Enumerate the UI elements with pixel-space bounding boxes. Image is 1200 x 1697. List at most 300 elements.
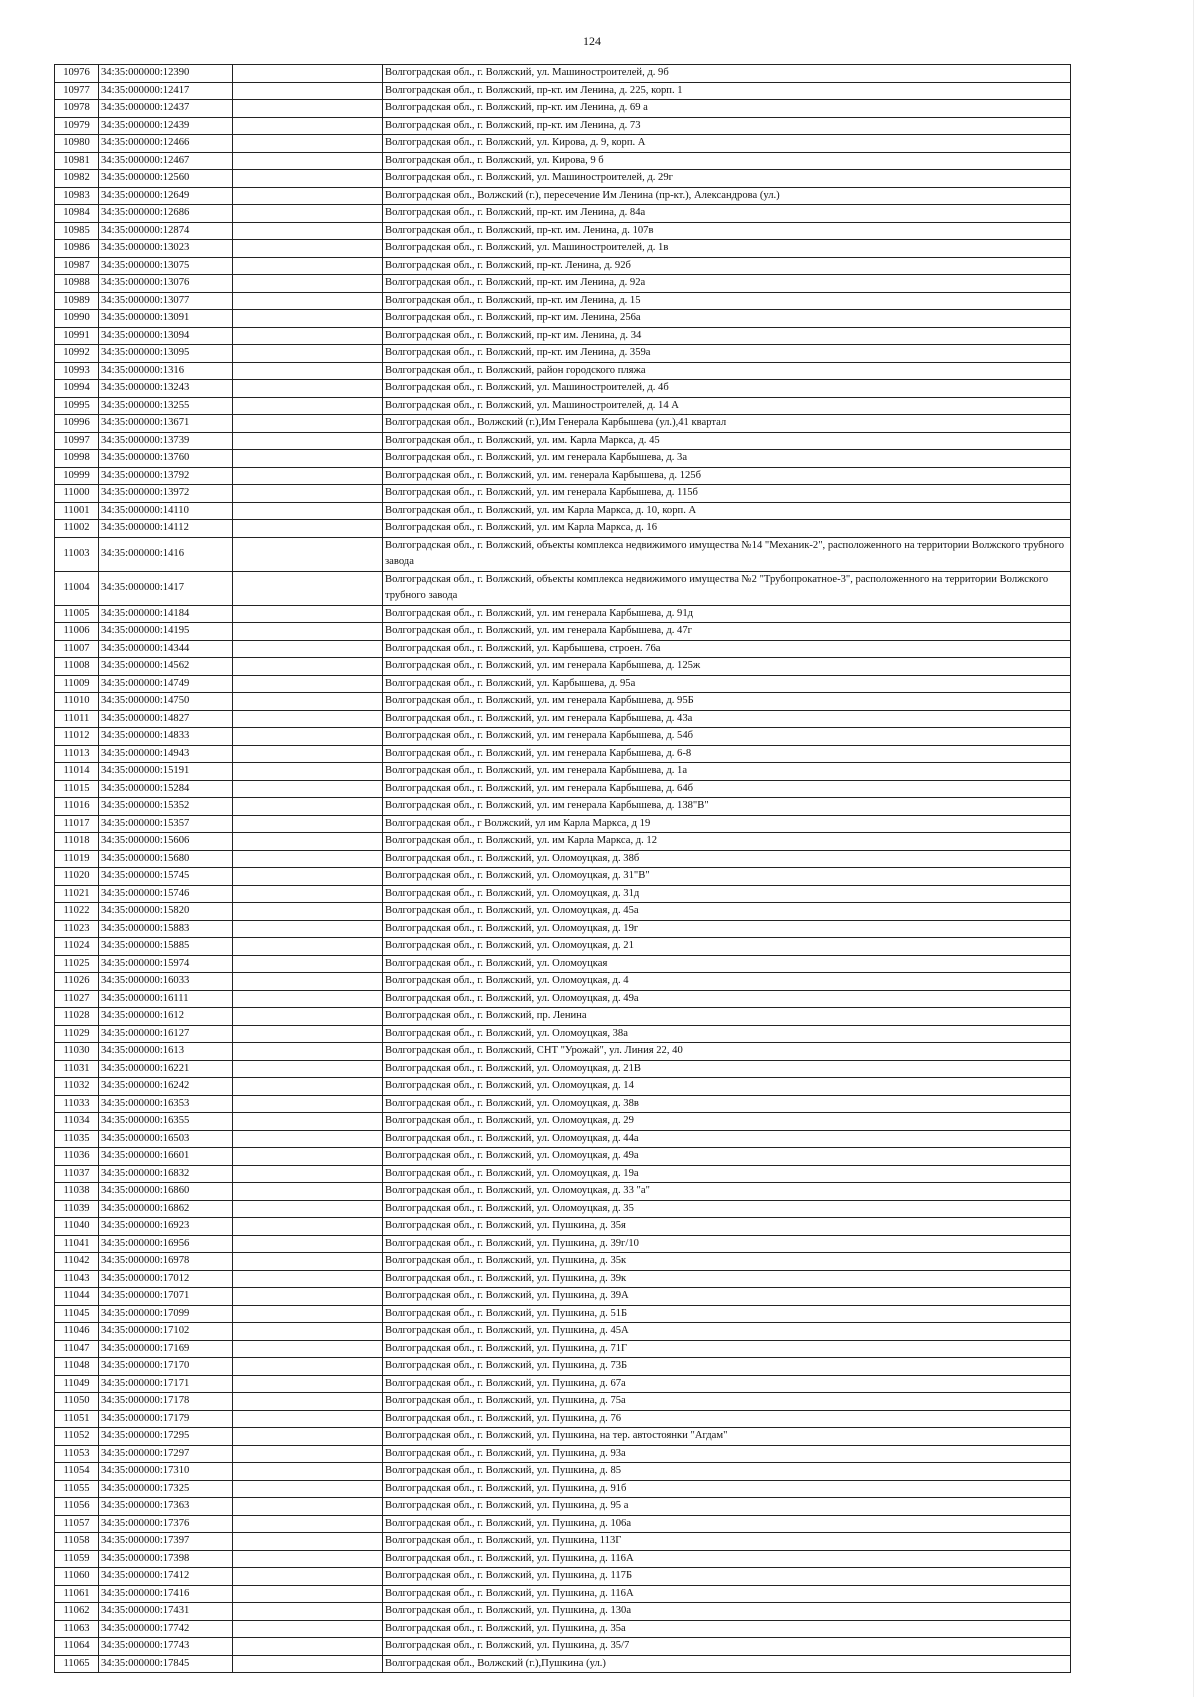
table-row: [55, 1095, 1071, 1113]
table-row: [55, 1008, 1071, 1026]
cadastral-number-cell: 34:35:000000:17416: [99, 1585, 233, 1603]
row-number-cell: 11051: [55, 1410, 99, 1428]
address-cell: Волгоградская обл., г. Волжский, ул. Оломоуцкая, д. 49а: [383, 990, 1071, 1008]
empty-cell: [233, 1323, 383, 1341]
empty-cell: [233, 675, 383, 693]
address-cell: Волгоградская обл., г. Волжский, ул. Пушкина, д. 35к: [383, 1253, 1071, 1271]
table-row: [55, 1288, 1071, 1306]
table-row: [55, 257, 1071, 275]
address-cell: Волгоградская обл., г. Волжский, ул. им Карла Маркса, д. 16: [383, 520, 1071, 538]
table-row: [55, 955, 1071, 973]
address-cell: Волгоградская обл., г. Волжский, ул. им генерала Карбышева, д. 43а: [383, 710, 1071, 728]
row-number-cell: 11027: [55, 990, 99, 1008]
address-cell: Волгоградская обл., г. Волжский, ул. Пушкина, д. 35/7: [383, 1638, 1071, 1656]
row-number-cell: 11018: [55, 833, 99, 851]
cadastral-number-cell: 34:35:000000:14110: [99, 502, 233, 520]
address-cell: Волгоградская обл., г. Волжский, ул. им генерала Карбышева, д. 64б: [383, 780, 1071, 798]
table-row: [55, 1218, 1071, 1236]
cadastral-number-cell: 34:35:000000:17397: [99, 1533, 233, 1551]
cadastral-number-cell: 34:35:000000:15352: [99, 798, 233, 816]
table-row: [55, 485, 1071, 503]
table-row: [55, 1025, 1071, 1043]
cadastral-number-cell: 34:35:000000:17412: [99, 1568, 233, 1586]
cadastral-number-cell: 34:35:000000:16221: [99, 1060, 233, 1078]
address-cell: Волгоградская обл., г. Волжский, пр-кт им. Ленина, 256а: [383, 310, 1071, 328]
row-number-cell: 11052: [55, 1428, 99, 1446]
empty-cell: [233, 135, 383, 153]
cadastral-number-cell: 34:35:000000:17169: [99, 1340, 233, 1358]
table-row: [55, 170, 1071, 188]
address-cell: Волгоградская обл., г. Волжский, пр. Ленина: [383, 1008, 1071, 1026]
cadastral-number-cell: 34:35:000000:17071: [99, 1288, 233, 1306]
cadastral-number-cell: 34:35:000000:13255: [99, 397, 233, 415]
row-number-cell: 11032: [55, 1078, 99, 1096]
row-number-cell: 11048: [55, 1358, 99, 1376]
cadastral-number-cell: 34:35:000000:17376: [99, 1515, 233, 1533]
row-number-cell: 11039: [55, 1200, 99, 1218]
empty-cell: [233, 1043, 383, 1061]
registry-table-body: [55, 65, 1071, 1673]
empty-cell: [233, 955, 383, 973]
address-cell: Волгоградская обл., г. Волжский, ул. Оломоуцкая, д. 21В: [383, 1060, 1071, 1078]
empty-cell: [233, 310, 383, 328]
table-row: [55, 415, 1071, 433]
row-number-cell: 11016: [55, 798, 99, 816]
address-cell: Волгоградская обл., г. Волжский, ул. Пушкина, д. 91б: [383, 1480, 1071, 1498]
address-cell: Волгоградская обл., г. Волжский, ул. им генерала Карбышева, д. 6-8: [383, 745, 1071, 763]
cadastral-number-cell: 34:35:000000:17325: [99, 1480, 233, 1498]
empty-cell: [233, 1463, 383, 1481]
address-cell: Волгоградская обл., г. Волжский, ул. Карбышева, строен. 76а: [383, 640, 1071, 658]
cadastral-number-cell: 34:35:000000:16503: [99, 1130, 233, 1148]
cadastral-number-cell: 34:35:000000:16601: [99, 1148, 233, 1166]
address-cell: Волгоградская обл., г. Волжский, пр-кт. им Ленина, д. 359а: [383, 345, 1071, 363]
address-cell: Волгоградская обл., г. Волжский, ул. Пушкина, д. 116А: [383, 1585, 1071, 1603]
cadastral-number-cell: 34:35:000000:1613: [99, 1043, 233, 1061]
table-row: [55, 605, 1071, 623]
cadastral-number-cell: 34:35:000000:15974: [99, 955, 233, 973]
cadastral-number-cell: 34:35:000000:15357: [99, 815, 233, 833]
cadastral-number-cell: 34:35:000000:17742: [99, 1620, 233, 1638]
table-row: [55, 1148, 1071, 1166]
cadastral-number-cell: 34:35:000000:14943: [99, 745, 233, 763]
row-number-cell: 10980: [55, 135, 99, 153]
table-row: [55, 990, 1071, 1008]
empty-cell: [233, 415, 383, 433]
address-cell: Волгоградская обл., г. Волжский, ул. Пушкина, д. 39А: [383, 1288, 1071, 1306]
table-row: [55, 397, 1071, 415]
empty-cell: [233, 1655, 383, 1673]
empty-cell: [233, 1480, 383, 1498]
empty-cell: [233, 1550, 383, 1568]
table-row: [55, 1533, 1071, 1551]
cadastral-number-cell: 34:35:000000:13023: [99, 240, 233, 258]
address-cell: Волгоградская обл., г. Волжский, пр-кт. Ленина, д. 92б: [383, 257, 1071, 275]
empty-cell: [233, 658, 383, 676]
cadastral-number-cell: 34:35:000000:17170: [99, 1358, 233, 1376]
cadastral-number-cell: 34:35:000000:15885: [99, 938, 233, 956]
table-row: [55, 1515, 1071, 1533]
table-row: [55, 938, 1071, 956]
cadastral-number-cell: 34:35:000000:12686: [99, 205, 233, 223]
empty-cell: [233, 467, 383, 485]
address-cell: Волгоградская обл., г. Волжский, ул. Кирова, 9 б: [383, 152, 1071, 170]
row-number-cell: 10996: [55, 415, 99, 433]
address-cell: Волгоградская обл., г. Волжский, ул. им генерала Карбышева, д. 1а: [383, 763, 1071, 781]
row-number-cell: 11004: [55, 571, 99, 605]
cadastral-number-cell: 34:35:000000:12390: [99, 65, 233, 83]
row-number-cell: 11005: [55, 605, 99, 623]
address-cell: Волгоградская обл., г. Волжский, ул. Пушкина, д. 116А: [383, 1550, 1071, 1568]
address-cell: Волгоградская обл., г. Волжский, ул. Оломоуцкая, д. 44а: [383, 1130, 1071, 1148]
row-number-cell: 11057: [55, 1515, 99, 1533]
address-cell: Волгоградская обл., г. Волжский, ул. им генерала Карбышева, д. 54б: [383, 728, 1071, 746]
empty-cell: [233, 798, 383, 816]
address-cell: Волгоградская обл., г. Волжский, ул. Кирова, д. 9, корп. А: [383, 135, 1071, 153]
table-row: [55, 815, 1071, 833]
address-cell: Волгоградская обл., г. Волжский, ул. Пушкина, д. 39г/10: [383, 1235, 1071, 1253]
empty-cell: [233, 1165, 383, 1183]
row-number-cell: 11041: [55, 1235, 99, 1253]
table-row: [55, 135, 1071, 153]
row-number-cell: 11023: [55, 920, 99, 938]
row-number-cell: 11062: [55, 1603, 99, 1621]
row-number-cell: 11038: [55, 1183, 99, 1201]
empty-cell: [233, 920, 383, 938]
row-number-cell: 11008: [55, 658, 99, 676]
table-row: [55, 1323, 1071, 1341]
row-number-cell: 10988: [55, 275, 99, 293]
empty-cell: [233, 1428, 383, 1446]
cadastral-number-cell: 34:35:000000:12874: [99, 222, 233, 240]
empty-cell: [233, 780, 383, 798]
row-number-cell: 11042: [55, 1253, 99, 1271]
address-cell: Волгоградская обл., г. Волжский, ул. Пушкина, д. 117Б: [383, 1568, 1071, 1586]
row-number-cell: 10981: [55, 152, 99, 170]
empty-cell: [233, 65, 383, 83]
empty-cell: [233, 1305, 383, 1323]
table-row: [55, 450, 1071, 468]
table-row: [55, 1270, 1071, 1288]
empty-cell: [233, 745, 383, 763]
cadastral-number-cell: 34:35:000000:16923: [99, 1218, 233, 1236]
empty-cell: [233, 815, 383, 833]
row-number-cell: 10983: [55, 187, 99, 205]
row-number-cell: 10985: [55, 222, 99, 240]
row-number-cell: 11000: [55, 485, 99, 503]
cadastral-number-cell: 34:35:000000:14184: [99, 605, 233, 623]
table-row: [55, 467, 1071, 485]
address-cell: Волгоградская обл., г. Волжский, ул. Пушкина, д. 35я: [383, 1218, 1071, 1236]
cadastral-number-cell: 34:35:000000:14827: [99, 710, 233, 728]
address-cell: Волгоградская обл., г. Волжский, ул. Машиностроителей, д. 1в: [383, 240, 1071, 258]
table-row: [55, 1183, 1071, 1201]
table-row: [55, 1463, 1071, 1481]
table-row: [55, 432, 1071, 450]
cadastral-number-cell: 34:35:000000:13095: [99, 345, 233, 363]
table-row: [55, 380, 1071, 398]
empty-cell: [233, 973, 383, 991]
row-number-cell: 11037: [55, 1165, 99, 1183]
cadastral-number-cell: 34:35:000000:15820: [99, 903, 233, 921]
address-cell: Волгоградская обл., г. Волжский, объекты комплекса недвижимого имущества №2 "Трубопрокатное-3", расположенного на территории Волжского трубного завода: [383, 571, 1071, 605]
row-number-cell: 11059: [55, 1550, 99, 1568]
cadastral-number-cell: 34:35:000000:17178: [99, 1393, 233, 1411]
table-row: [55, 763, 1071, 781]
empty-cell: [233, 380, 383, 398]
cadastral-number-cell: 34:35:000000:16353: [99, 1095, 233, 1113]
empty-cell: [233, 152, 383, 170]
row-number-cell: 11054: [55, 1463, 99, 1481]
address-cell: Волгоградская обл., г. Волжский, ул. Оломоуцкая, д. 19г: [383, 920, 1071, 938]
empty-cell: [233, 763, 383, 781]
row-number-cell: 11007: [55, 640, 99, 658]
empty-cell: [233, 485, 383, 503]
row-number-cell: 10997: [55, 432, 99, 450]
cadastral-number-cell: 34:35:000000:17363: [99, 1498, 233, 1516]
address-cell: Волгоградская обл., г. Волжский, ул. Оломоуцкая, д. 49а: [383, 1148, 1071, 1166]
table-row: [55, 152, 1071, 170]
address-cell: Волгоградская обл., г. Волжский, ул. Оломоуцкая, д. 33 "а": [383, 1183, 1071, 1201]
address-cell: Волгоградская обл., г. Волжский, ул. им. Карла Маркса, д. 45: [383, 432, 1071, 450]
cadastral-number-cell: 34:35:000000:16978: [99, 1253, 233, 1271]
table-row: [55, 1130, 1071, 1148]
cadastral-number-cell: 34:35:000000:17179: [99, 1410, 233, 1428]
row-number-cell: 11061: [55, 1585, 99, 1603]
row-number-cell: 11031: [55, 1060, 99, 1078]
row-number-cell: 11036: [55, 1148, 99, 1166]
row-number-cell: 10993: [55, 362, 99, 380]
row-number-cell: 11026: [55, 973, 99, 991]
address-cell: Волгоградская обл., г. Волжский, ул. Пушкина, д. 130а: [383, 1603, 1071, 1621]
cadastral-number-cell: 34:35:000000:17297: [99, 1445, 233, 1463]
row-number-cell: 10986: [55, 240, 99, 258]
table-row: [55, 1655, 1071, 1673]
cadastral-number-cell: 34:35:000000:15746: [99, 885, 233, 903]
registry-table: [54, 64, 1071, 1673]
cadastral-number-cell: 34:35:000000:15883: [99, 920, 233, 938]
address-cell: Волгоградская обл., г. Волжский, ул. Пушкина, д. 85: [383, 1463, 1071, 1481]
table-row: [55, 1428, 1071, 1446]
row-number-cell: 11060: [55, 1568, 99, 1586]
cadastral-number-cell: 34:35:000000:12437: [99, 100, 233, 118]
cadastral-number-cell: 34:35:000000:13671: [99, 415, 233, 433]
row-number-cell: 11017: [55, 815, 99, 833]
address-cell: Волгоградская обл., г. Волжский, ул. им Карла Маркса, д. 10, корп. А: [383, 502, 1071, 520]
cadastral-number-cell: 34:35:000000:14750: [99, 693, 233, 711]
row-number-cell: 11003: [55, 537, 99, 571]
row-number-cell: 11025: [55, 955, 99, 973]
row-number-cell: 10979: [55, 117, 99, 135]
empty-cell: [233, 117, 383, 135]
table-row: [55, 1550, 1071, 1568]
empty-cell: [233, 885, 383, 903]
table-row: [55, 292, 1071, 310]
address-cell: Волгоградская обл., г. Волжский, ул. Оломоуцкая, д. 38б: [383, 850, 1071, 868]
empty-cell: [233, 1270, 383, 1288]
cadastral-number-cell: 34:35:000000:16832: [99, 1165, 233, 1183]
empty-cell: [233, 693, 383, 711]
empty-cell: [233, 850, 383, 868]
row-number-cell: 11050: [55, 1393, 99, 1411]
table-row: [55, 1393, 1071, 1411]
row-number-cell: 11019: [55, 850, 99, 868]
row-number-cell: 11064: [55, 1638, 99, 1656]
empty-cell: [233, 1375, 383, 1393]
empty-cell: [233, 1358, 383, 1376]
cadastral-number-cell: 34:35:000000:13094: [99, 327, 233, 345]
row-number-cell: 11058: [55, 1533, 99, 1551]
empty-cell: [233, 1393, 383, 1411]
row-number-cell: 10987: [55, 257, 99, 275]
table-row: [55, 1480, 1071, 1498]
empty-cell: [233, 450, 383, 468]
row-number-cell: 11011: [55, 710, 99, 728]
row-number-cell: 11024: [55, 938, 99, 956]
empty-cell: [233, 938, 383, 956]
row-number-cell: 11013: [55, 745, 99, 763]
table-row: [55, 1568, 1071, 1586]
table-row: [55, 833, 1071, 851]
cadastral-number-cell: 34:35:000000:14344: [99, 640, 233, 658]
table-row: [55, 1445, 1071, 1463]
table-row: [55, 1585, 1071, 1603]
row-number-cell: 11035: [55, 1130, 99, 1148]
cadastral-number-cell: 34:35:000000:17743: [99, 1638, 233, 1656]
address-cell: Волгоградская обл., г. Волжский, ул. Оломоуцкая, д. 21: [383, 938, 1071, 956]
empty-cell: [233, 868, 383, 886]
table-row: [55, 65, 1071, 83]
address-cell: Волгоградская обл., г. Волжский, ул. Машиностроителей, д. 9б: [383, 65, 1071, 83]
row-number-cell: 11014: [55, 763, 99, 781]
row-number-cell: 11065: [55, 1655, 99, 1673]
cadastral-number-cell: 34:35:000000:15606: [99, 833, 233, 851]
empty-cell: [233, 100, 383, 118]
table-row: [55, 1620, 1071, 1638]
empty-cell: [233, 292, 383, 310]
empty-cell: [233, 1148, 383, 1166]
table-row: [55, 205, 1071, 223]
row-number-cell: 11044: [55, 1288, 99, 1306]
row-number-cell: 10977: [55, 82, 99, 100]
address-cell: Волгоградская обл., г. Волжский, ул. им генерала Карбышева, д. 138"В": [383, 798, 1071, 816]
scan-edge-line: [1193, 0, 1194, 1697]
address-cell: Волгоградская обл., г. Волжский, ул. Пушкина, д. 71Г: [383, 1340, 1071, 1358]
cadastral-number-cell: 34:35:000000:16355: [99, 1113, 233, 1131]
empty-cell: [233, 240, 383, 258]
empty-cell: [233, 537, 383, 571]
row-number-cell: 11010: [55, 693, 99, 711]
cadastral-number-cell: 34:35:000000:13091: [99, 310, 233, 328]
table-row: [55, 868, 1071, 886]
row-number-cell: 11030: [55, 1043, 99, 1061]
cadastral-number-cell: 34:35:000000:13739: [99, 432, 233, 450]
address-cell: Волгоградская обл., Волжский (г.),Пушкина (ул.): [383, 1655, 1071, 1673]
table-row: [55, 1638, 1071, 1656]
row-number-cell: 11009: [55, 675, 99, 693]
address-cell: Волгоградская обл., г. Волжский, ул. Пушкина, д. 75а: [383, 1393, 1071, 1411]
address-cell: Волгоградская обл., г. Волжский, ул. Пушкина, д. 51Б: [383, 1305, 1071, 1323]
table-row: [55, 1078, 1071, 1096]
row-number-cell: 10989: [55, 292, 99, 310]
table-row: [55, 520, 1071, 538]
empty-cell: [233, 1568, 383, 1586]
row-number-cell: 11045: [55, 1305, 99, 1323]
address-cell: Волгоградская обл., г. Волжский, ул. им Карла Маркса, д. 12: [383, 833, 1071, 851]
address-cell: Волгоградская обл., г. Волжский, ул. Оломоуцкая, д. 19а: [383, 1165, 1071, 1183]
address-cell: Волгоградская обл., г. Волжский, ул. им. генерала Карбышева, д. 125б: [383, 467, 1071, 485]
empty-cell: [233, 275, 383, 293]
row-number-cell: 11034: [55, 1113, 99, 1131]
address-cell: Волгоградская обл., г. Волжский, ул. Оломоуцкая, д. 31"В": [383, 868, 1071, 886]
row-number-cell: 10976: [55, 65, 99, 83]
row-number-cell: 11047: [55, 1340, 99, 1358]
table-row: [55, 502, 1071, 520]
address-cell: Волгоградская обл., г. Волжский, ул. Оломоуцкая, д. 29: [383, 1113, 1071, 1131]
address-cell: Волгоградская обл., г. Волжский, ул. Оломоуцкая, 38а: [383, 1025, 1071, 1043]
table-row: [55, 327, 1071, 345]
row-number-cell: 10995: [55, 397, 99, 415]
address-cell: Волгоградская обл., г. Волжский, ул. Пушкина, д. 76: [383, 1410, 1071, 1428]
empty-cell: [233, 1498, 383, 1516]
table-row: [55, 885, 1071, 903]
row-number-cell: 11029: [55, 1025, 99, 1043]
empty-cell: [233, 1253, 383, 1271]
table-row: [55, 117, 1071, 135]
row-number-cell: 10984: [55, 205, 99, 223]
empty-cell: [233, 327, 383, 345]
empty-cell: [233, 710, 383, 728]
address-cell: Волгоградская обл., г. Волжский, ул. им генерала Карбышева, д. 3а: [383, 450, 1071, 468]
address-cell: Волгоградская обл., г. Волжский, ул. Оломоуцкая: [383, 955, 1071, 973]
table-row: [55, 675, 1071, 693]
address-cell: Волгоградская обл., г. Волжский, СНТ "Урожай", ул. Линия 22, 40: [383, 1043, 1071, 1061]
empty-cell: [233, 1288, 383, 1306]
address-cell: Волгоградская обл., г. Волжский, пр-кт им. Ленина, д. 34: [383, 327, 1071, 345]
empty-cell: [233, 1235, 383, 1253]
table-row: [55, 973, 1071, 991]
address-cell: Волгоградская обл., г. Волжский, ул. Оломоуцкая, д. 4: [383, 973, 1071, 991]
table-row: [55, 693, 1071, 711]
cadastral-number-cell: 34:35:000000:16033: [99, 973, 233, 991]
row-number-cell: 10978: [55, 100, 99, 118]
empty-cell: [233, 1585, 383, 1603]
empty-cell: [233, 623, 383, 641]
cadastral-number-cell: 34:35:000000:17431: [99, 1603, 233, 1621]
table-row: [55, 345, 1071, 363]
address-cell: Волгоградская обл., г. Волжский, ул. им генерала Карбышева, д. 115б: [383, 485, 1071, 503]
address-cell: Волгоградская обл., г. Волжский, ул. Оломоуцкая, д. 31д: [383, 885, 1071, 903]
row-number-cell: 11020: [55, 868, 99, 886]
table-row: [55, 1498, 1071, 1516]
empty-cell: [233, 571, 383, 605]
address-cell: Волгоградская обл., г. Волжский, ул. Карбышева, д. 95а: [383, 675, 1071, 693]
cadastral-number-cell: 34:35:000000:1316: [99, 362, 233, 380]
empty-cell: [233, 1095, 383, 1113]
address-cell: Волгоградская обл., г. Волжский, пр-кт. им Ленина, д. 15: [383, 292, 1071, 310]
cadastral-number-cell: 34:35:000000:15680: [99, 850, 233, 868]
cadastral-number-cell: 34:35:000000:13792: [99, 467, 233, 485]
table-row: [55, 640, 1071, 658]
empty-cell: [233, 990, 383, 1008]
empty-cell: [233, 205, 383, 223]
cadastral-number-cell: 34:35:000000:17845: [99, 1655, 233, 1673]
cadastral-number-cell: 34:35:000000:13972: [99, 485, 233, 503]
address-cell: Волгоградская обл., г. Волжский, ул. Пушкина, д. 106а: [383, 1515, 1071, 1533]
empty-cell: [233, 1620, 383, 1638]
address-cell: Волгоградская обл., г. Волжский, ул. Пушкина, д. 45А: [383, 1323, 1071, 1341]
address-cell: Волгоградская обл., г. Волжский, ул. им генерала Карбышева, д. 47г: [383, 623, 1071, 641]
